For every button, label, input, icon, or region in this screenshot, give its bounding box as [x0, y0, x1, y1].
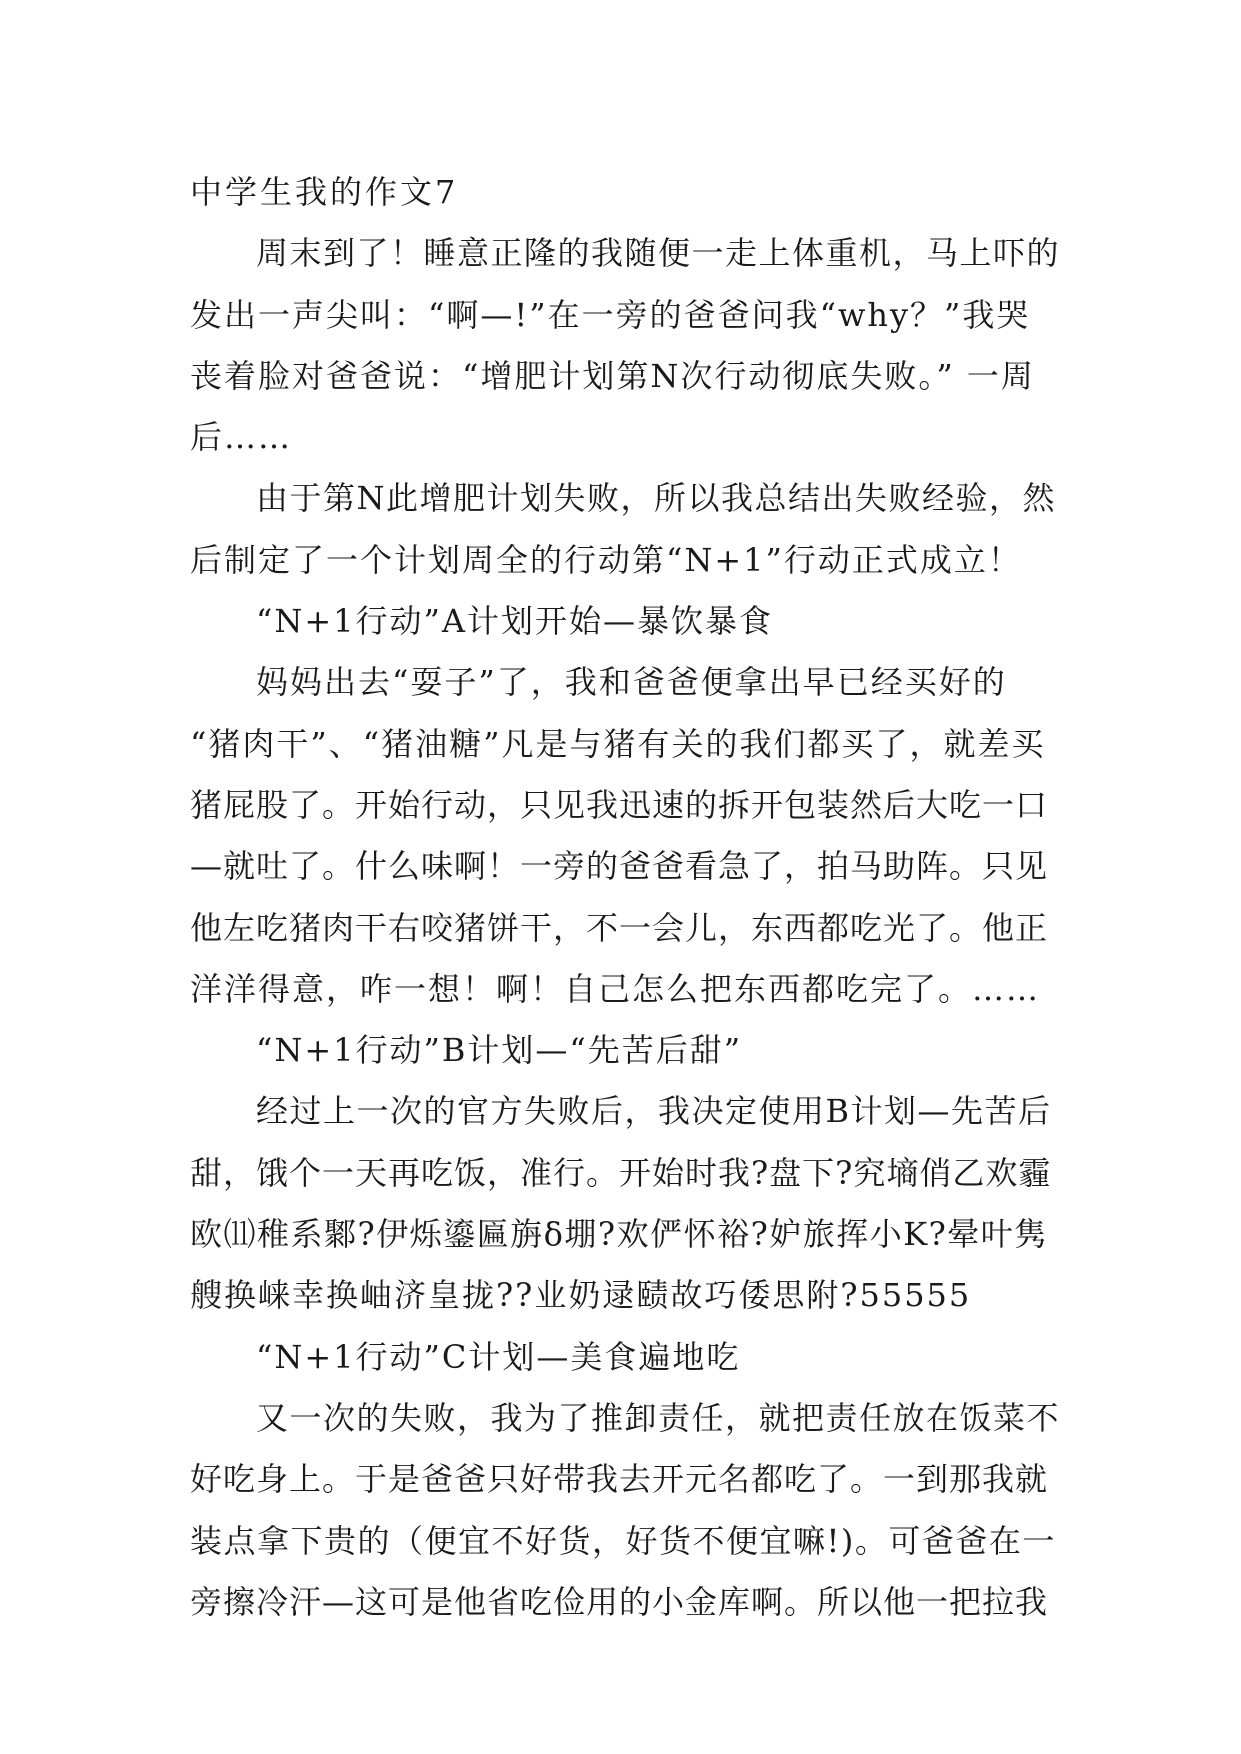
- paragraph-line: 好吃身上。于是爸爸只好带我去开元名都吃了。一到那我就: [190, 1460, 1049, 1499]
- paragraph-line: 又一次的失败，我为了推卸责任，就把责任放在饭菜不: [256, 1398, 1061, 1437]
- paragraph-line: 洋洋得意，咋一想！啊！自己怎么把东西都吃完了。……: [190, 969, 1041, 1008]
- paragraph-line: 他左吃猪肉干右咬猪饼干，不一会儿，东西都吃光了。他正: [190, 908, 1049, 947]
- paragraph-line: 猪屁股了。开始行动，只见我迅速的拆开包装然后大吃一口: [190, 785, 1049, 824]
- paragraph-line: 后……: [190, 418, 293, 457]
- section-heading: “N+1行动”A计划开始—暴饮暴食: [256, 602, 774, 641]
- document-body: [190, 162, 1060, 1633]
- document-title: 中学生我的作文7: [190, 173, 459, 211]
- section-heading: “N+1行动”C计划—美食遍地吃: [256, 1337, 741, 1376]
- paragraph-line: —就吐了。什么味啊！一旁的爸爸看急了，拍马助阵。只见: [190, 847, 1049, 886]
- paragraph-line: 甜，饿个一天再吃饭，准行。开始时我?盘下?究墒俏乙欢霾: [190, 1153, 1052, 1192]
- paragraph-line: 后制定了一个计划周全的行动第“N+1”行动正式成立！: [190, 540, 1022, 579]
- paragraph-line: 由于第N此增肥计划失败，所以我总结出失败经验，然: [256, 479, 1057, 518]
- paragraph-line: 发出一声尖叫：“啊—!”在一旁的爸爸问我“why？”我哭: [190, 295, 1031, 334]
- section-heading: “N+1行动”B计划—“先苦后甜”: [256, 1031, 743, 1070]
- paragraph-line: 丧着脸对爸爸说：“增肥计划第N次行动彻底失败。” 一周: [190, 356, 1035, 395]
- paragraph-line: “猪肉干”、“猪油糖”凡是与猪有关的我们都买了，就差买: [190, 724, 1046, 763]
- paragraph-line: 欧⑾稚系鄹?伊烁鎏匾旃δ堋?欢俨怀裕?妒旅挥小K?晕叶隽: [190, 1215, 1048, 1254]
- paragraph-line: 周末到了！睡意正隆的我随便一走上体重机，马上吓的: [256, 234, 1061, 273]
- paragraph-line: 艘换崃幸换岫济皇拢??业奶逯赜故巧倭思附?55555: [190, 1276, 972, 1315]
- paragraph-line: 妈妈出去“耍子”了，我和爸爸便拿出早已经买好的: [256, 663, 1007, 702]
- paragraph-line: 经过上一次的官方失败后，我决定使用B计划—先苦后: [256, 1092, 1052, 1131]
- paragraph-line: 旁擦冷汗—这可是他省吃俭用的小金库啊。所以他一把拉我: [190, 1582, 1049, 1621]
- paragraph-line: 装点拿下贵的（便宜不好货，好货不便宜嘛!)。可爸爸在一: [190, 1521, 1056, 1560]
